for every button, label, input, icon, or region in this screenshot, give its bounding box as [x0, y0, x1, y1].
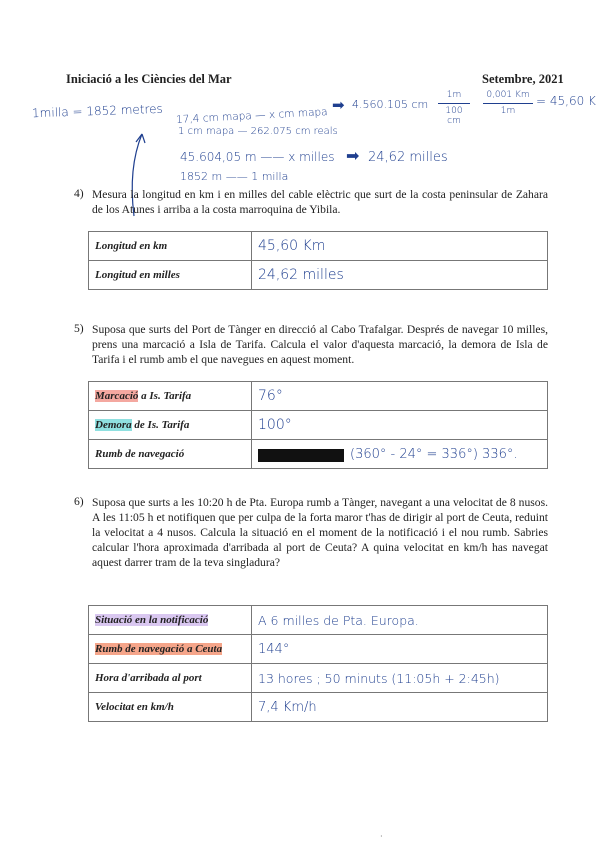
table-row	[89, 261, 548, 290]
row-label: Situació en la notificació	[89, 606, 252, 635]
table-row	[89, 693, 548, 722]
table-row	[89, 664, 548, 693]
table-row	[89, 411, 548, 440]
question-5-table	[88, 381, 548, 469]
note-fraction2-bottom: 1m	[500, 106, 516, 116]
note-cm-value: 4.560.105 cm	[352, 98, 429, 111]
bearing-value: 76°	[252, 382, 548, 411]
note-fraction2-top: 0,001 Km	[486, 90, 530, 100]
redaction-mark	[258, 449, 344, 462]
row-label: Longitud en milles	[89, 261, 252, 290]
row-label: Longitud en km	[89, 232, 252, 261]
course-cell	[252, 440, 548, 469]
note-map-ratio: 17,4 cm mapa — x cm mapa	[175, 106, 328, 126]
document-date: Setembre, 2021	[482, 72, 564, 86]
row-label: Rumb de navegació a Ceuta	[89, 635, 252, 664]
note-fraction-top: 1m	[446, 90, 462, 100]
table-row	[89, 635, 548, 664]
highlight-demora: Demora	[95, 419, 132, 431]
question-4-text: Mesura la longitud en km i en milles del cable elèctric que surt de la costa peninsular de Zahara de los Atunes i arriba a la costa marroquina de Yibila.	[92, 188, 548, 216]
row-label: Rumb de navegació	[89, 440, 252, 469]
fraction-bar	[438, 103, 470, 104]
row-label: Velocitat en km/h	[89, 693, 252, 722]
question-5-number: 5)	[74, 322, 84, 335]
row-label: Marcació a Is. Tarifa	[89, 382, 252, 411]
question-6-number: 6)	[74, 495, 84, 508]
note-mile-definition: 1milla = 1852 metres	[31, 101, 164, 121]
note-mile-meters: 1852 m —— 1 milla	[180, 170, 289, 183]
arrival-time-value: 13 hores ; 50 minuts (11:05h + 2:45h)	[252, 664, 548, 693]
row-label: Demora de Is. Tarifa	[89, 411, 252, 440]
question-6-table	[88, 605, 548, 722]
table-row	[89, 232, 548, 261]
length-miles-value: 24,62 milles	[252, 261, 548, 290]
course-value: (360° - 24° = 336°) 336°.	[350, 447, 518, 462]
note-miles-result: 24,62 milles	[368, 150, 448, 165]
length-km-value: 45,60 Km	[252, 232, 548, 261]
arrow-icon: ➡	[346, 146, 360, 165]
document-title: Iniciació a les Ciències del Mar	[66, 72, 232, 86]
fraction-bar	[483, 103, 533, 104]
table-row	[89, 440, 548, 469]
note-scale: 1 cm mapa — 262.075 cm reals	[178, 126, 338, 137]
question-6-text: Suposa que surts a les 10:20 h de Pta. Europa rumb a Tànger, navegant a una velocitat de 8 nusos. A les 11:05 h et notifiquen que per culpa de la forta maror t'has de dirigir al port de Ceuta, reduint la velocitat a 4 nusos. Calcula la situació en el moment de la notificació i el nou rumb. Sabries calcular l'hora aproximada d'arribada al port de Ceuta? A quina velocitat en km/h has navegat aquest darrer tram de la teva singladura?	[92, 496, 548, 569]
note-km-result: = 45,60 K	[536, 94, 596, 108]
table-row	[89, 606, 548, 635]
position-value: A 6 milles de Pta. Europa.	[252, 606, 548, 635]
course-ceuta-value: 144°	[252, 635, 548, 664]
note-mile-conversion: 45.604,05 m —— x milles	[180, 150, 335, 164]
note-fraction-bottom: 100 cm	[445, 106, 463, 126]
question-4-table	[88, 231, 548, 290]
highlight-marcacio: Marcació	[95, 390, 139, 402]
table-row	[89, 382, 548, 411]
arrow-icon: ➡	[332, 96, 345, 114]
question-5-text: Suposa que surts del Port de Tànger en direcció al Cabo Trafalgar. Després de navegar 10 milles, prens una marcació a Isla de Tarifa. Calcula el valor d'aquesta marcació, la demora de Isla de Tarifa i el rumb amb el que navegues en aquest moment.	[92, 323, 548, 366]
speed-value: 7,4 Km/h	[252, 693, 548, 722]
demora-value: 100°	[252, 411, 548, 440]
row-label: Hora d'arribada al port	[89, 664, 252, 693]
page-dot: ·	[380, 832, 383, 841]
question-4-number: 4)	[74, 187, 84, 200]
